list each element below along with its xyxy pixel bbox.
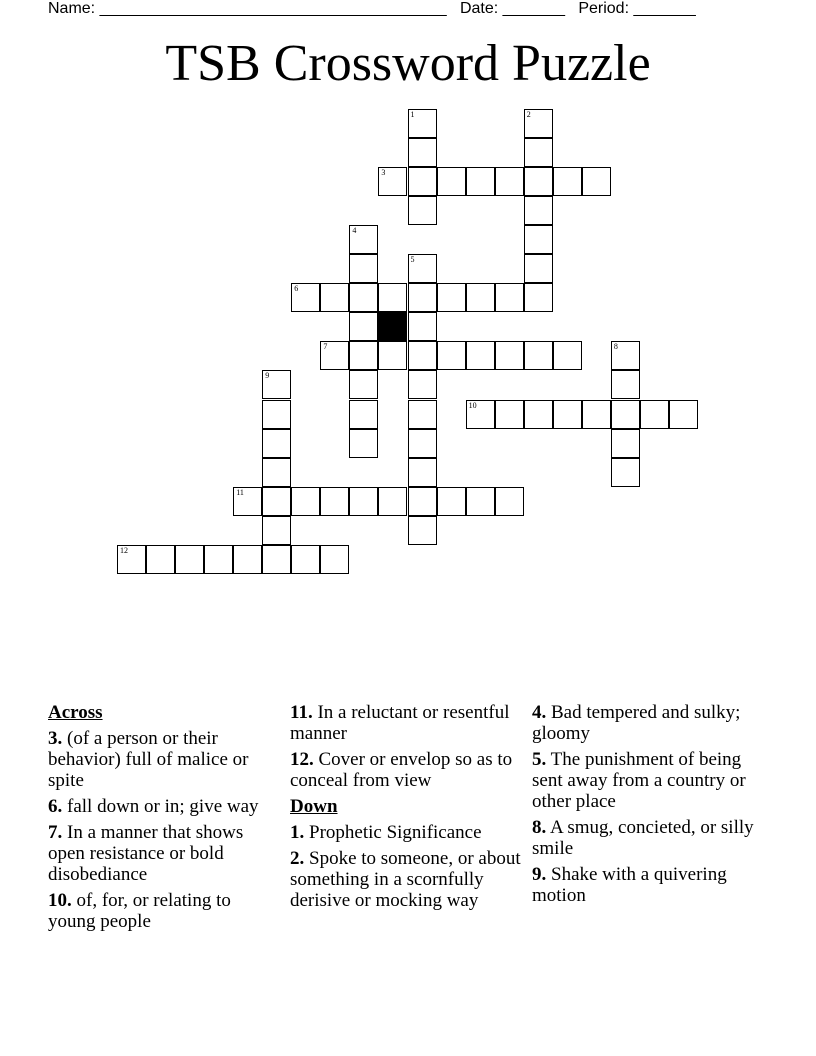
grid-cell[interactable]	[408, 138, 437, 167]
clue-text: fall down or in; give way	[67, 796, 259, 817]
clue-down-2	[290, 848, 522, 911]
grid-cell[interactable]	[262, 516, 291, 545]
grid-cell[interactable]	[204, 545, 233, 574]
grid-cell[interactable]	[349, 283, 378, 312]
grid-cell[interactable]	[495, 283, 524, 312]
down-heading: Down	[290, 796, 338, 817]
grid-cell[interactable]	[524, 400, 553, 429]
grid-cell[interactable]	[262, 400, 291, 429]
grid-cell[interactable]	[466, 283, 495, 312]
grid-cell[interactable]	[611, 429, 640, 458]
grid-cell[interactable]	[349, 370, 378, 399]
grid-cell[interactable]	[408, 429, 437, 458]
cell-number: 6	[294, 284, 299, 294]
grid-cell[interactable]	[262, 429, 291, 458]
grid-cell[interactable]	[553, 341, 582, 370]
grid-cell[interactable]	[146, 545, 175, 574]
grid-cell[interactable]	[524, 283, 553, 312]
grid-cell[interactable]	[262, 370, 291, 399]
grid-cell[interactable]	[495, 487, 524, 516]
clue-down-4	[532, 702, 764, 744]
clue-number: 11.	[290, 702, 313, 723]
grid-cell[interactable]	[291, 283, 320, 312]
grid-cell[interactable]	[466, 341, 495, 370]
clue-text: A smug, concieted, or silly smile	[532, 817, 754, 859]
grid-cell[interactable]	[582, 167, 611, 196]
clue-across-11	[290, 702, 522, 744]
grid-cell[interactable]	[320, 283, 349, 312]
grid-cell[interactable]	[611, 400, 640, 429]
grid-cell[interactable]	[262, 487, 291, 516]
grid-cell[interactable]	[669, 400, 698, 429]
grid-cell[interactable]	[437, 341, 466, 370]
clue-number: 8.	[532, 817, 547, 838]
clue-text: Bad tempered and sulky; gloomy	[532, 702, 741, 744]
cell-number: 5	[410, 255, 415, 265]
grid-cell[interactable]	[117, 545, 146, 574]
date-label: Date:	[459, 0, 499, 17]
clue-text: Cover or envelop so as to conceal from view	[290, 749, 513, 791]
grid-cell[interactable]	[408, 283, 437, 312]
grid-cell[interactable]	[437, 487, 466, 516]
clue-across-6	[48, 796, 280, 817]
clue-number: 6.	[48, 796, 63, 817]
clues-column-2	[290, 702, 522, 916]
grid-cell[interactable]	[291, 487, 320, 516]
grid-cell[interactable]	[582, 400, 611, 429]
grid-cell[interactable]	[408, 109, 437, 138]
grid-cell[interactable]	[524, 341, 553, 370]
grid-cell[interactable]	[408, 370, 437, 399]
cell-number: 10	[468, 400, 477, 410]
cell-number: 2	[526, 110, 531, 119]
date-line[interactable]: _______	[502, 0, 565, 17]
cell-number: 8	[613, 342, 618, 352]
grid-cell[interactable]	[408, 516, 437, 545]
grid-cell[interactable]	[553, 400, 582, 429]
clue-number: 5.	[532, 749, 547, 770]
grid-cell[interactable]	[349, 225, 378, 254]
grid-cell[interactable]	[320, 341, 349, 370]
clue-text: Spoke to someone, or about something in a scornfully derisive or mocking way	[290, 848, 521, 911]
grid-cell[interactable]	[349, 254, 378, 283]
grid-cell[interactable]	[524, 138, 553, 167]
grid-cell[interactable]	[553, 167, 582, 196]
clue-number: 10.	[48, 890, 72, 911]
page-title: TSB Crossword Puzzle	[165, 35, 651, 92]
cell-number: 7	[323, 342, 328, 352]
clues-column-1	[48, 702, 280, 937]
clue-number: 4.	[532, 702, 547, 723]
grid-cell[interactable]	[349, 429, 378, 458]
clue-across-12	[290, 749, 522, 791]
grid-cell[interactable]	[233, 487, 262, 516]
grid-cell[interactable]	[524, 225, 553, 254]
clue-text: In a reluctant or resentful manner	[290, 702, 510, 744]
grid-cell[interactable]	[408, 487, 437, 516]
cell-number: 12	[120, 545, 128, 555]
clue-across-7	[48, 822, 280, 885]
clue-number: 12.	[290, 749, 314, 770]
grid-cell[interactable]	[262, 545, 291, 574]
grid-cell[interactable]	[291, 545, 320, 574]
grid-cell[interactable]	[349, 312, 378, 341]
grid-cell[interactable]	[349, 341, 378, 370]
grid-cell[interactable]	[320, 487, 349, 516]
grid-cell[interactable]	[640, 400, 669, 429]
clue-number: 1.	[290, 822, 305, 843]
clue-text: (of a person or their behavior) full of malice or spite	[48, 728, 249, 791]
grid-cell[interactable]	[611, 458, 640, 487]
grid-cell[interactable]	[408, 341, 437, 370]
cell-number: 4	[352, 226, 357, 236]
cell-number: 3	[381, 168, 386, 178]
grid-cell[interactable]	[349, 400, 378, 429]
grid-cell[interactable]	[408, 312, 437, 341]
name-label: Name:	[48, 0, 96, 17]
cell-number: 9	[265, 371, 270, 381]
grid-cell[interactable]	[437, 167, 466, 196]
grid-cell[interactable]	[408, 167, 437, 196]
grid-cell[interactable]	[524, 167, 553, 196]
grid-cell[interactable]	[378, 167, 407, 196]
grid-cell[interactable]	[408, 196, 437, 225]
grid-cell[interactable]	[437, 283, 466, 312]
clue-down-9	[532, 864, 764, 906]
grid-cell[interactable]	[524, 109, 553, 138]
across-heading: Across	[48, 702, 103, 723]
grid-cell[interactable]	[378, 487, 407, 516]
grid-cell[interactable]	[611, 370, 640, 399]
clue-text: Shake with a quivering motion	[532, 864, 727, 906]
clue-text: The punishment of being sent away from a country or other place	[532, 749, 746, 812]
grid-cell[interactable]	[262, 458, 291, 487]
grid-cell[interactable]	[378, 283, 407, 312]
clue-down-5	[532, 749, 764, 812]
clue-text: In a manner that shows open resistance or bold disobediance	[48, 822, 244, 885]
clue-number: 9.	[532, 864, 547, 885]
clue-number: 3.	[48, 728, 63, 749]
grid-cell[interactable]	[466, 167, 495, 196]
cell-number: 1	[410, 110, 415, 119]
clue-down-1	[290, 822, 522, 843]
clue-number: 2.	[290, 848, 305, 869]
clues-column-3	[532, 702, 764, 911]
clue-number: 7.	[48, 822, 63, 843]
grid-cell[interactable]	[349, 487, 378, 516]
grid-cell[interactable]	[175, 545, 204, 574]
grid-cell[interactable]	[466, 400, 495, 429]
grid-cell[interactable]	[495, 400, 524, 429]
grid-cell[interactable]	[495, 167, 524, 196]
grid-cell[interactable]	[378, 341, 407, 370]
cell-number: 11	[236, 487, 244, 497]
grid-cell[interactable]	[611, 341, 640, 370]
grid-cell[interactable]	[495, 341, 524, 370]
period-line[interactable]: _______	[633, 0, 696, 17]
clue-across-10	[48, 890, 280, 932]
shaded-cell	[378, 312, 407, 341]
grid-cell[interactable]	[233, 545, 262, 574]
grid-cell[interactable]	[320, 545, 349, 574]
clue-text: of, for, or relating to young people	[48, 890, 231, 932]
period-label: Period:	[578, 0, 630, 17]
grid-cell[interactable]	[408, 458, 437, 487]
clue-down-8	[532, 817, 764, 859]
grid-cell[interactable]	[466, 487, 495, 516]
grid-cell[interactable]	[524, 254, 553, 283]
clue-across-3	[48, 728, 280, 791]
grid-cell[interactable]	[524, 196, 553, 225]
grid-cell[interactable]	[408, 400, 437, 429]
name-line[interactable]: _______________________________________	[99, 0, 447, 17]
clue-text: Prophetic Significance	[309, 822, 482, 843]
grid-cell[interactable]	[408, 254, 437, 283]
